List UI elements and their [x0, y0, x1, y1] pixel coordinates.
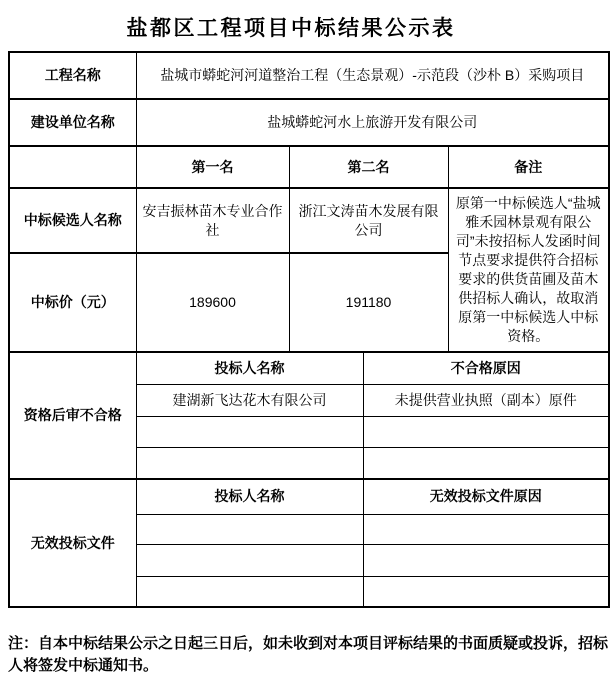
owner-value: 盐城蟒蛇河水上旅游开发有限公司: [136, 99, 609, 146]
postqualification-header-row: [9, 352, 609, 384]
candidates-label: 中标候选人名称: [9, 188, 136, 253]
postqualification-bidder-header: 投标人名称: [136, 352, 363, 384]
candidate-second-value: 浙江文涛苗木发展有限公司: [289, 188, 448, 253]
postqualification-label: 资格后审不合格: [9, 352, 136, 479]
invalid-bid-reason-value: [363, 544, 609, 576]
invalid-bid-reason-header: 无效投标文件原因: [363, 479, 609, 514]
postqualification-reason-header: 不合格原因: [363, 352, 609, 384]
postqualification-bidder-value: 建湖新飞达花木有限公司: [136, 384, 363, 416]
remark-header: 备注: [448, 146, 609, 188]
owner-label: 建设单位名称: [9, 99, 136, 146]
rank-first-header: 第一名: [136, 146, 289, 188]
invalid-bid-reason-value: [363, 514, 609, 544]
project-name-label: 工程名称: [9, 52, 136, 99]
bid-results-table: [8, 51, 610, 608]
rank-header-empty-cell: [9, 146, 136, 188]
candidate-first-value: 安吉振林苗木专业合作社: [136, 188, 289, 253]
owner-row: [9, 99, 609, 146]
postqualification-reason-value: [363, 447, 609, 479]
postqualification-bidder-value: [136, 416, 363, 447]
project-name-row: [9, 52, 609, 99]
invalid-bid-bidder-value: [136, 544, 363, 576]
candidates-row: [9, 188, 609, 253]
invalid-bid-bidder-value: [136, 514, 363, 544]
invalid-bid-bidder-value: [136, 576, 363, 607]
footer-note: 注：自本中标结果公示之日起三日后，如未收到对本项目评标结果的书面质疑或投诉，招标人将签发中标通知书。: [8, 635, 609, 674]
project-name-value: 盐城市蟒蛇河河道整治工程（生态景观）-示范段（沙朴 B）采购项目: [136, 52, 609, 99]
invalid-bid-bidder-header: 投标人名称: [136, 479, 363, 514]
invalid-bid-reason-value: [363, 576, 609, 607]
page-title: 盐都区工程项目中标结果公示表: [126, 17, 456, 40]
price-first-value: 189600: [136, 253, 289, 352]
price-label: 中标价（元）: [9, 253, 136, 352]
postqualification-reason-value: 未提供营业执照（副本）原件: [363, 384, 609, 416]
price-second-value: 191180: [289, 253, 448, 352]
invalid-bid-label: 无效投标文件: [9, 479, 136, 607]
postqualification-bidder-value: [136, 447, 363, 479]
rank-header-row: [9, 146, 609, 188]
postqualification-reason-value: [363, 416, 609, 447]
invalid-bid-header-row: [9, 479, 609, 514]
rank-second-header: 第二名: [289, 146, 448, 188]
remark-value: 原第一中标候选人“盐城雅禾园林景观有限公司”未按招标人发函时间节点要求提供符合招标要求的供货苗圃及苗木供招标人确认，故取消原第一中标候选人中标资格。: [448, 188, 609, 352]
